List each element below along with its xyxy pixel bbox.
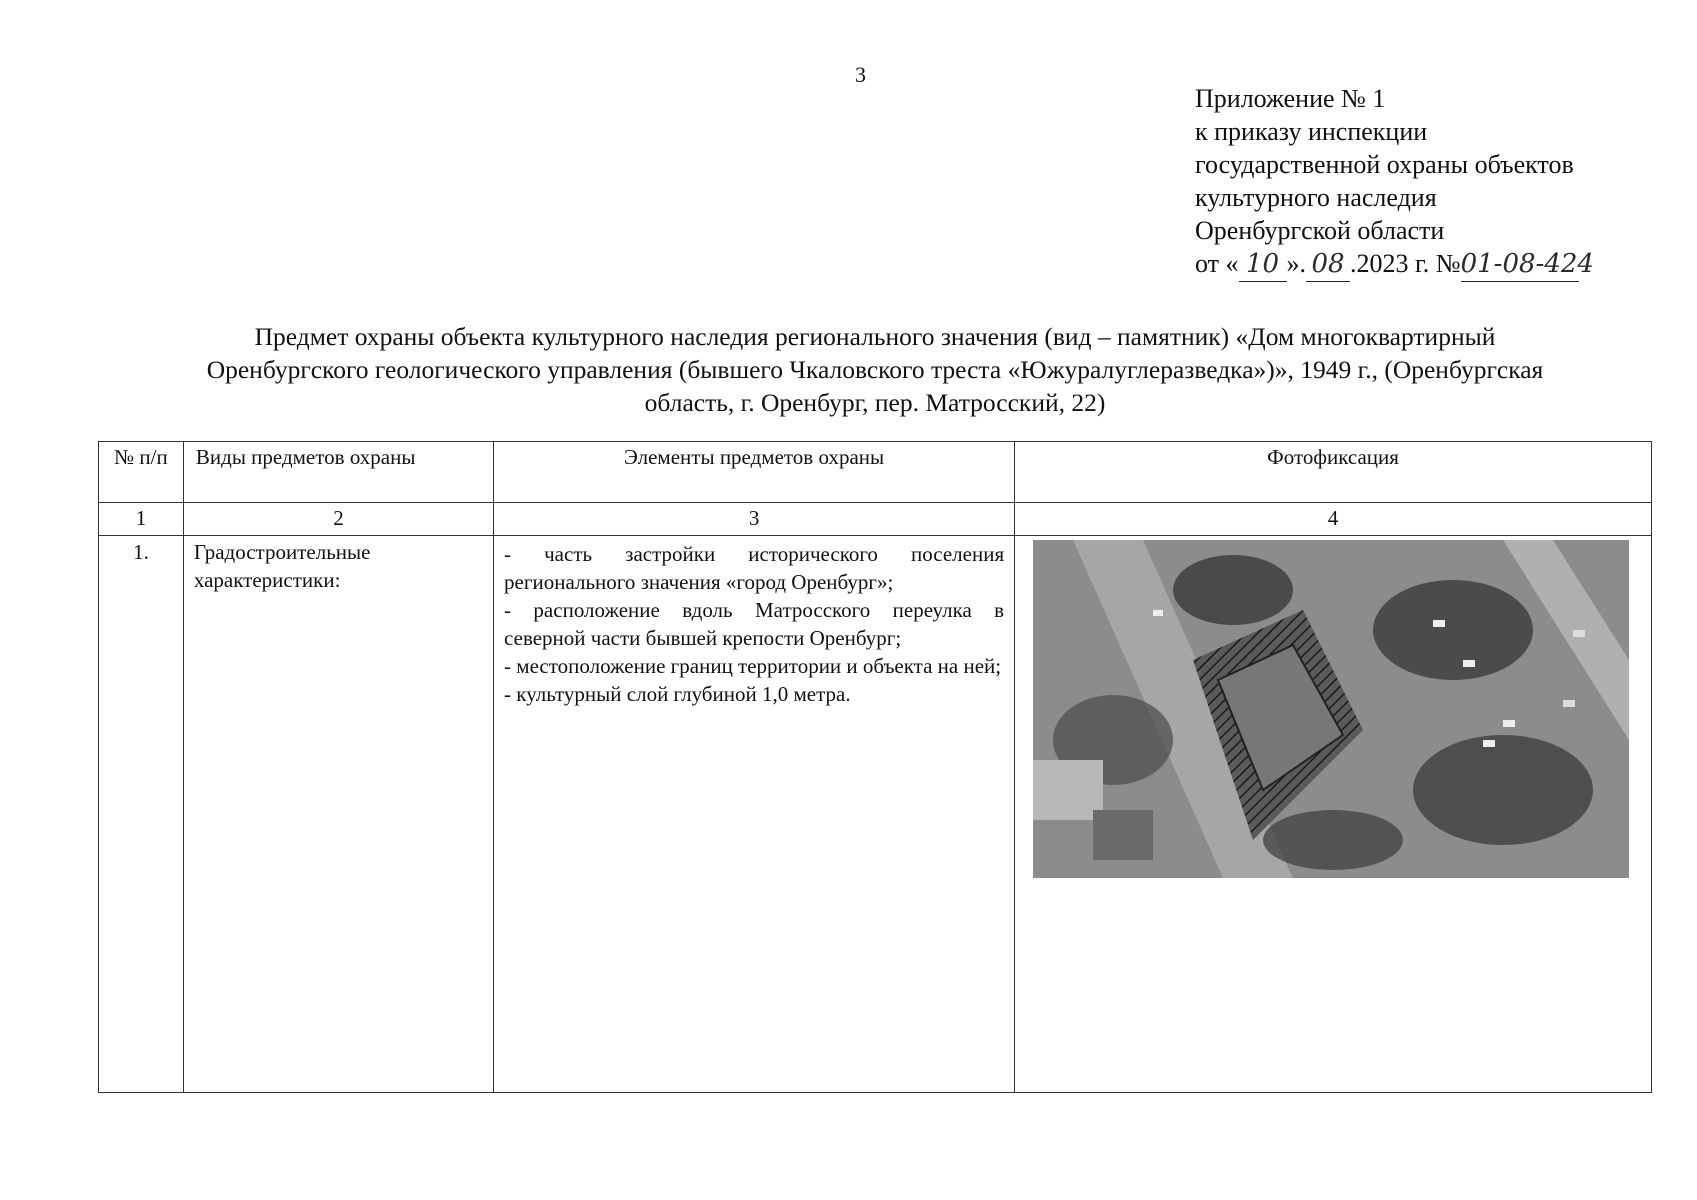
header-photo: Фотофиксация <box>1015 442 1652 503</box>
order-prefix: от « <box>1195 249 1239 278</box>
table-header-row <box>99 442 1652 503</box>
column-number: 3 <box>494 503 1015 536</box>
row-number: 1. <box>99 536 184 1093</box>
appendix-line: Оренбургской области <box>1195 216 1445 245</box>
order-sep: ». <box>1286 249 1307 278</box>
appendix-line: Приложение № 1 <box>1195 84 1386 113</box>
row-type: Градостроительные характеристики: <box>183 536 493 1093</box>
order-number-handwritten: 01-08-424 <box>1461 248 1579 282</box>
order-year: .2023 г. № <box>1350 249 1461 278</box>
element-item: - культурный слой глубиной 1,0 метра. <box>504 682 851 706</box>
aerial-photo <box>1033 540 1629 878</box>
appendix-line: государственной охраны объектов <box>1195 150 1574 179</box>
appendix-block <box>1195 82 1594 282</box>
element-item: - часть застройки исторического поселения регионального значения «город Оренбург»; <box>504 542 1005 594</box>
header-types: Виды предметов охраны <box>183 442 493 503</box>
element-item: - местоположение границ территории и объекта на ней; <box>504 654 1002 678</box>
order-month-handwritten: 08 <box>1306 248 1350 282</box>
column-number: 1 <box>99 503 184 536</box>
order-day-handwritten: 10 <box>1239 248 1287 282</box>
row-elements <box>494 536 1015 1093</box>
page-number: 3 <box>855 62 866 87</box>
header-number: № п/п <box>99 442 184 503</box>
column-number-row <box>99 503 1652 536</box>
order-line <box>1195 247 1594 282</box>
title-line: область, г. Оренбург, пер. Матросский, 22) <box>644 388 1106 417</box>
appendix-line: культурного наследия <box>1195 183 1437 212</box>
header-elements: Элементы предметов охраны <box>494 442 1015 503</box>
title-line: Предмет охраны объекта культурного наследия регионального значения (вид – памятник) «Дом многоквартирный <box>254 322 1496 351</box>
appendix-line: к приказу инспекции <box>1195 117 1428 146</box>
element-item: - расположение вдоль Матросского переулка в северной части бывшей крепости Оренбург; <box>504 598 1005 650</box>
protection-table <box>98 441 1652 1093</box>
document-title <box>95 320 1655 419</box>
table-row <box>99 536 1652 1093</box>
column-number: 2 <box>183 503 493 536</box>
title-line: Оренбургского геологического управления (бывшего Чкаловского треста «Южуралуглеразведка»)», 1949 г., (Оренбургская <box>206 355 1544 384</box>
column-number: 4 <box>1015 503 1652 536</box>
row-photo-cell <box>1015 536 1652 1093</box>
